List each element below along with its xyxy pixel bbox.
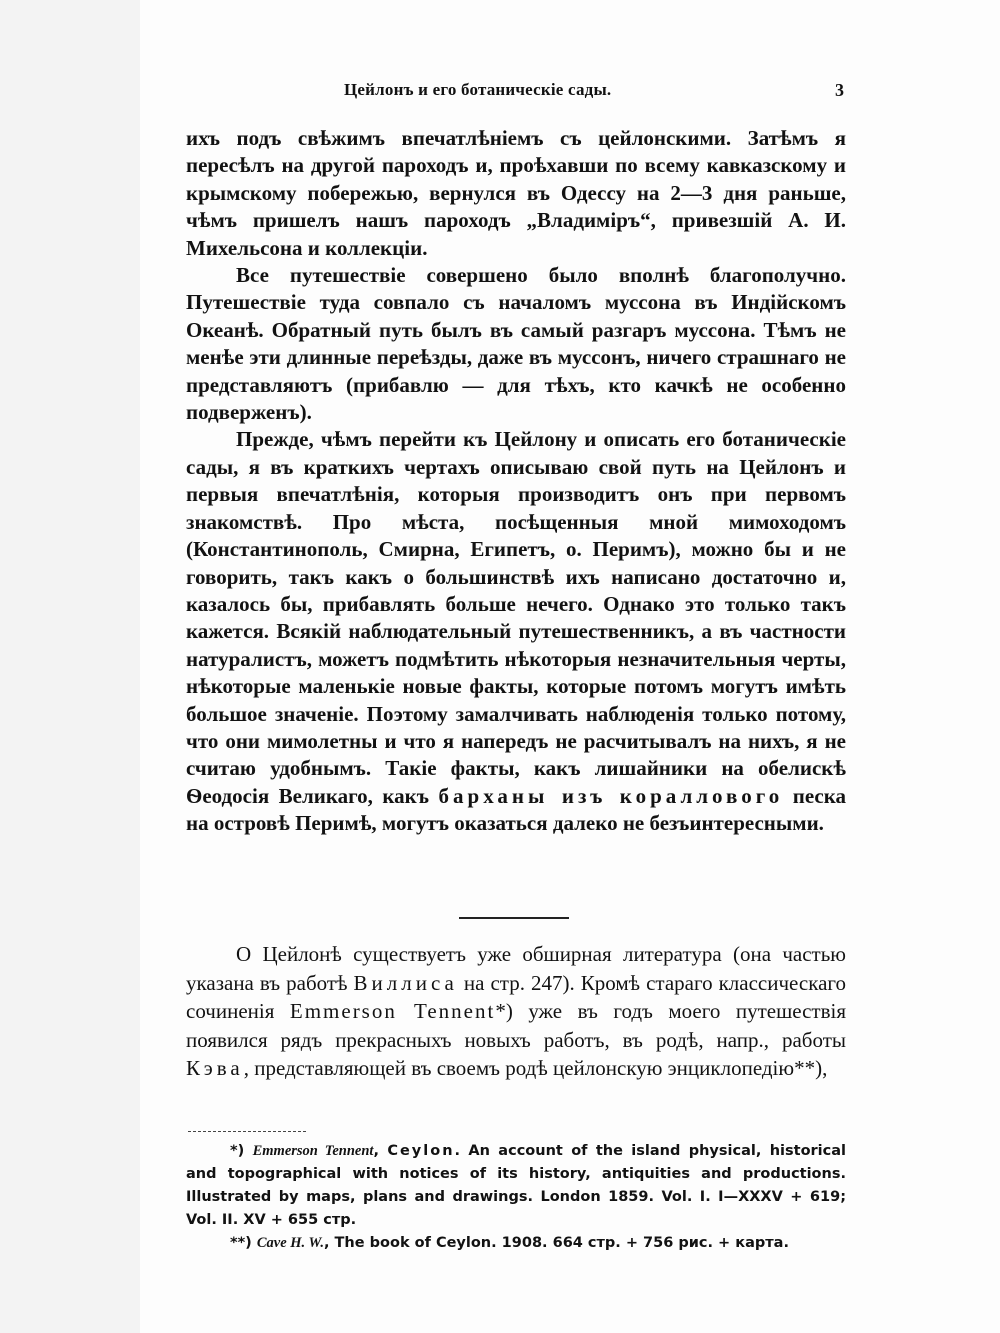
footnote-separator: [188, 1131, 306, 1132]
paragraph-2: Все путешествіе совершено было вполнѣ благополучно. Путешествіе туда совпало съ началомъ муссона въ Индійскомъ Океанѣ. Обратный путь былъ въ самый разгаръ муссона. Тѣмъ не менѣе эти длинные переѣзды, даже въ муссонъ, ничего страшнаго не представляютъ (прибавлю — для тѣхъ, кто качкѣ не особенно подверженъ).: [186, 263, 846, 425]
paragraph-3-end: песка на островѣ Перимѣ, могутъ оказаться далеко не безъинтересными.: [186, 783, 846, 836]
footnote-2-mark: **): [230, 1235, 257, 1251]
main-text: [186, 125, 846, 838]
footnote-1-title: Ceylon: [387, 1143, 455, 1159]
running-head: [186, 80, 846, 104]
paragraph-4: [186, 940, 846, 1083]
footnote-2: [186, 1232, 846, 1255]
author-cave: Кэва: [186, 1056, 244, 1080]
paragraph-1: ихъ подъ свѣжимъ впечатлѣніемъ съ цейлонскими. Затѣмъ я пересѣлъ на другой пароходъ и, проѣхавши по всему кавказскому и крымскому побережью, вернулся въ Одессу на 2—3 дня раньше, чѣмъ пришелъ нашъ пароходъ „Владиміръ“, привезшій А. И. Михельсона и коллекціи.: [186, 126, 846, 260]
page-number: 3: [835, 80, 844, 100]
spaced-emphasis: барханы изъ кораллового: [438, 783, 784, 808]
p4-text-b: на стр. 247). Кромѣ стараго классическаго сочиненія: [186, 970, 846, 1023]
p4-text-a: О Цейлонѣ существуетъ уже обширная литература (она частью указана въ работѣ: [186, 942, 846, 995]
book-page: [186, 0, 846, 1333]
paragraph-3: [186, 426, 846, 837]
section-ceylon-literature: [186, 940, 846, 1083]
footnote-1-author: Emmerson Tennent: [252, 1143, 374, 1159]
paragraph-3-text: Прежде, чѣмъ перейти къ Цейлону и описать его ботаническіе сады, я въ краткихъ чертахъ описываю свой путь на Цейлонъ и первыя впечатлѣнія, которыя производитъ онъ при первомъ знакомствѣ. Про мѣста, посѣщенныя мной мимоходомъ (Константинополь, Смирна, Египетъ, о. Перимъ), можно бы и не говорить, такъ какъ о большинствѣ ихъ написано достаточно и, казалось бы, прибавлять больше нечего. Однако это только такъ кажется. Всякій наблюдательный путешественникъ, а въ частности натуралистъ, можетъ подмѣтить нѣкоторыя незначительныя черты, нѣкоторые маленькіе новые факты, которые потомъ могутъ имѣть большое значеніе. Поэтому замалчивать наблюденія только потому, что они мимолетны и что я напередъ не расчитывалъ на нихъ, я не считаю удобнымъ. Такіе факты, какъ лишайники на обелискѣ Ѳеодосія Великаго, какъ: [186, 427, 846, 808]
footnote-1-mark: *): [230, 1143, 253, 1159]
p4-text-d: , представляющей въ своемъ родѣ цейлонскую энциклопедію**),: [243, 1056, 828, 1080]
p4-text-c: *) уже въ годъ моего путешествія появился рядъ прекрасныхъ новыхъ работъ, въ родѣ, напр., работы: [186, 999, 846, 1052]
section-divider: [459, 917, 569, 919]
footnotes: [186, 1140, 846, 1255]
author-willis: Виллиса: [353, 970, 458, 995]
footnote-1: *) Emmerson Tennent, Ceylon. An account of the island physical, historical and topographical with notices of its history, antiquities and productions. Illustrated by maps, plans and drawings. London 1859. Vol. I. I—XXXV + 619; Vol. II. XV + 655 стр.: [186, 1143, 847, 1228]
footnote-2-author: Cave H. W.: [256, 1235, 324, 1251]
footnote-1-text: . An account of the island physical, historical and topographical with notices of its history, antiquities and productions. Illustrated by maps, plans and drawings. London 1859. Vol. I. I—XXXV + 619; Vol. II. XV + 655 стр.: [186, 1143, 847, 1228]
running-head-title: Цейлонъ и его ботаническіе сады.: [344, 80, 612, 99]
footnote-2-text: , The book of Ceylon. 1908. 664 стр. + 756 рис. + карта.: [323, 1235, 789, 1251]
author-tennent: Emmerson Tennent: [289, 999, 496, 1023]
